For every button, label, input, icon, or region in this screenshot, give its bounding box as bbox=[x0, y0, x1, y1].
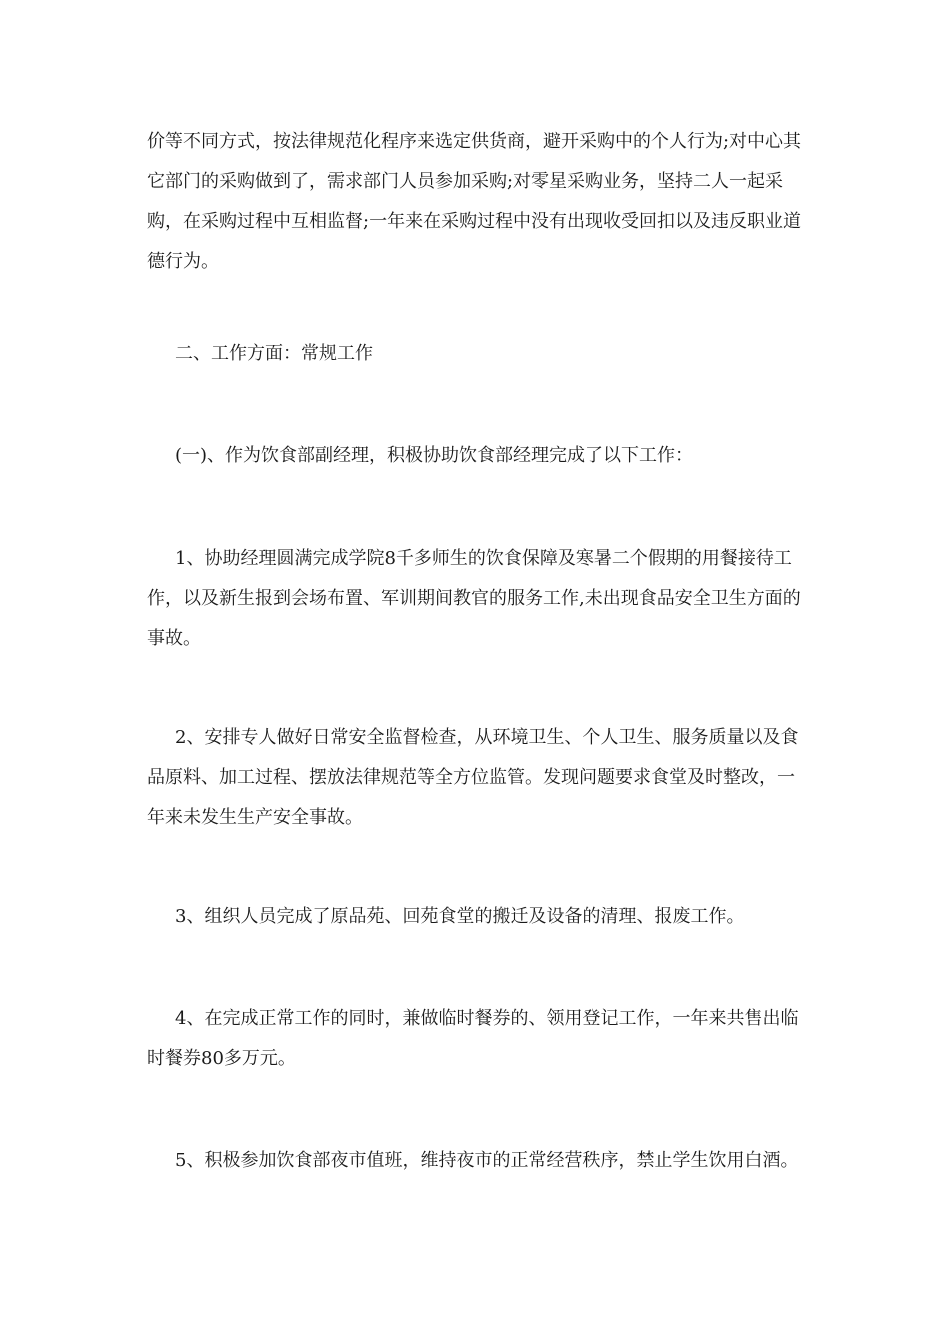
subsection-heading: (一)、作为饮食部副经理，积极协助饮食部经理完成了以下工作： bbox=[175, 445, 694, 466]
list-item-2: 2、安排专人做好日常安全监督检查，从环境卫生、个人卫生、服务质量以及食品原料、加工过程、摆放法律规范等全方位监管。发现问题要求食堂及时整改，一年来未发生生产安全事故。 bbox=[147, 727, 799, 828]
paragraph-procurement: 价等不同方式，按法律规范化程序来选定供货商，避开采购中的个人行为;对中心其它部门的采购做到了，需求部门人员参加采购;对零星采购业务，坚持二人一起采购，在采购过程中互相监督;一年来在采购过程中没有出现收受回扣以及违反职业道德行为。 bbox=[147, 131, 802, 272]
list-item-3: 3、组织人员完成了原品苑、回苑食堂的搬迁及设备的清理、报废工作。 bbox=[175, 906, 745, 927]
section-heading-routine-work: 二、工作方面：常规工作 bbox=[175, 343, 373, 364]
list-item-5: 5、积极参加饮食部夜市值班，维持夜市的正常经营秩序，禁止学生饮用白酒。 bbox=[175, 1150, 799, 1171]
list-item-4: 4、在完成正常工作的同时，兼做临时餐券的、领用登记工作，一年来共售出临时餐券80多万元。 bbox=[147, 1008, 799, 1069]
list-item-1: 1、协助经理圆满完成学院8千多师生的饮食保障及寒暑二个假期的用餐接待工作，以及新生报到会场布置、军训期间教官的服务工作,未出现食品安全卫生方面的事故。 bbox=[147, 548, 801, 649]
